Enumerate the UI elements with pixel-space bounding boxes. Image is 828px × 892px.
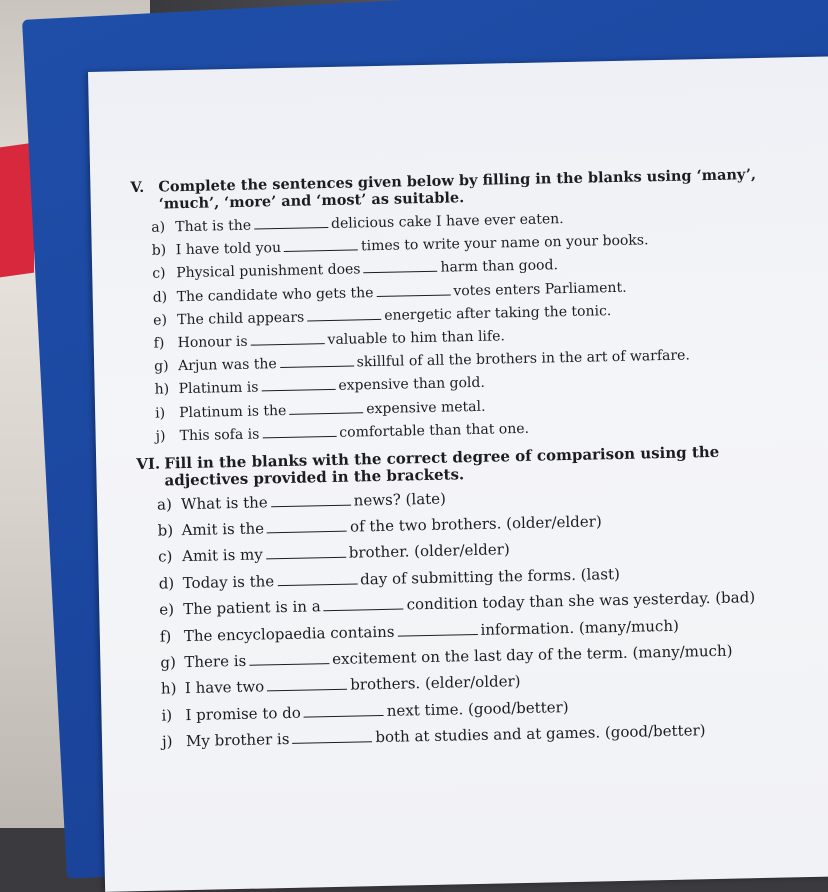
item-sentence [183,562,779,593]
sentence-start: Arjun was the [178,356,277,375]
answer-blank [277,571,357,586]
item-letter: i) [161,706,173,725]
item-letter: h) [160,679,177,699]
sentence-end: of the two brothers. (older/elder) [349,512,602,536]
sentence-start: Platinum is [178,379,259,398]
item-letter: d) [152,288,168,306]
item-letter: e) [153,312,168,329]
section-instruction: Fill in the blanks with the correct degree of comparison using the adjectives provided in the brackets. [164,442,720,490]
sentence-end: condition today than she was yesterday. (bad) [406,588,756,614]
sentence-end: comfortable than that one. [339,420,530,441]
answer-blank [267,677,347,692]
section-heading [130,166,771,213]
sentence-end: excitement on the last day of the term. (many/much) [332,641,733,669]
item-letter: f) [159,627,172,646]
sentence-start: Amit is my [181,545,263,566]
section-v [130,166,775,446]
exercise-item [159,588,779,620]
answer-blank [262,424,336,439]
sentence-start: This sofa is [179,426,260,444]
item-sentence [184,641,780,672]
item-letter: c) [157,547,173,567]
sentence-start: What is the [180,493,268,513]
answer-blank [397,622,477,637]
exercise-item [159,562,779,594]
sentence-end: brother. (older/elder) [348,540,510,563]
answer-blank [267,519,347,534]
exercise-item [160,614,780,646]
answer-blank [284,238,358,253]
item-letter: a) [151,219,166,236]
exercise-item [162,720,782,752]
item-letter: c) [152,265,166,283]
item-letter: g) [160,653,177,672]
item-letter: f) [153,335,165,352]
answer-blank [363,259,437,274]
sentence-start: Physical punishment does [176,261,361,282]
exercise-list [151,206,776,446]
item-letter: b) [151,242,167,259]
item-sentence [182,535,778,566]
item-sentence [183,588,779,619]
sentence-end: harm than good. [440,257,559,277]
item-letter: a) [156,495,173,514]
answer-blank [307,307,381,322]
item-letter: h) [154,381,170,398]
sentence-start: Honour is [177,333,248,352]
sentence-start: Today is the [182,572,275,592]
item-sentence [181,509,777,540]
item-sentence [186,720,782,751]
section-number: V. [130,178,145,197]
sentence-start: The patient is in a [183,597,321,619]
sentence-end: day of submitting the forms. (last) [359,564,621,589]
item-letter: j) [161,732,173,751]
sentence-start: I have told you [175,240,282,259]
sentence-end: delicious cake I have ever eaten. [330,211,564,232]
item-sentence [184,614,780,645]
item-letter: e) [159,600,175,619]
answer-blank [266,545,346,560]
answer-blank [250,331,324,346]
sentence-end: energetic after taking the tonic. [384,302,612,324]
answer-blank [271,492,351,507]
exercise-item [157,509,777,541]
answer-blank [324,597,404,612]
item-letter: b) [157,521,174,540]
exercise-item [161,693,781,725]
worksheet-page [88,56,828,892]
sentence-end: next time. (good/better) [386,697,569,720]
exercise-item [161,667,781,699]
sentence-start: The encyclopaedia contains [183,622,395,645]
item-sentence [185,667,781,698]
answer-blank [304,703,384,718]
worksheet-content [130,166,782,762]
sentence-end: brothers. (elder/older) [350,672,521,695]
sentence-end: expensive than gold. [338,375,486,395]
exercise-list [157,482,782,751]
sentence-start: Amit is the [181,519,265,540]
sentence-start: My brother is [185,730,290,751]
item-sentence [181,482,777,513]
sentence-end: both at studies and at games. (good/better) [375,721,706,747]
answer-blank [249,651,329,666]
item-letter: g) [154,358,169,375]
item-sentence [185,693,781,724]
sentence-start: There is [184,651,247,672]
exercise-item [158,535,778,567]
section-instruction: Complete the sentences given below by filling in the blanks using ‘many’, ‘much’, ‘more’ and ‘most’ as suitable. [158,166,757,213]
sentence-start: That is the [175,217,252,236]
answer-blank [376,282,450,297]
item-letter: i) [154,404,166,422]
answer-blank [280,354,354,369]
answer-blank [254,215,328,230]
answer-blank [289,400,363,415]
sentence-end: votes enters Parliament. [453,279,627,299]
sentence-start: The candidate who gets the [176,284,374,305]
sentence-end: information. (many/much) [480,616,680,639]
item-letter: d) [158,574,175,593]
sentence-end: times to write your name on your books. [360,232,649,255]
answer-blank [261,377,335,392]
section-heading [136,442,777,489]
section-number: VI. [136,454,161,473]
answer-blank [292,729,372,744]
sentence-end: skillful of all the brothers in the art of warfare. [356,347,691,371]
sentence-start: The child appears [177,309,305,328]
sentence-end: expensive metal. [366,398,486,417]
item-letter: j) [155,428,166,445]
sentence-end: valuable to him than life. [327,328,506,348]
exercise-item [160,641,780,673]
sentence-start: I promise to do [185,703,301,724]
sentence-end: news? (late) [353,489,447,510]
sentence-start: Platinum is the [178,402,287,421]
section-vi [136,442,782,752]
sentence-start: I have two [184,677,265,698]
